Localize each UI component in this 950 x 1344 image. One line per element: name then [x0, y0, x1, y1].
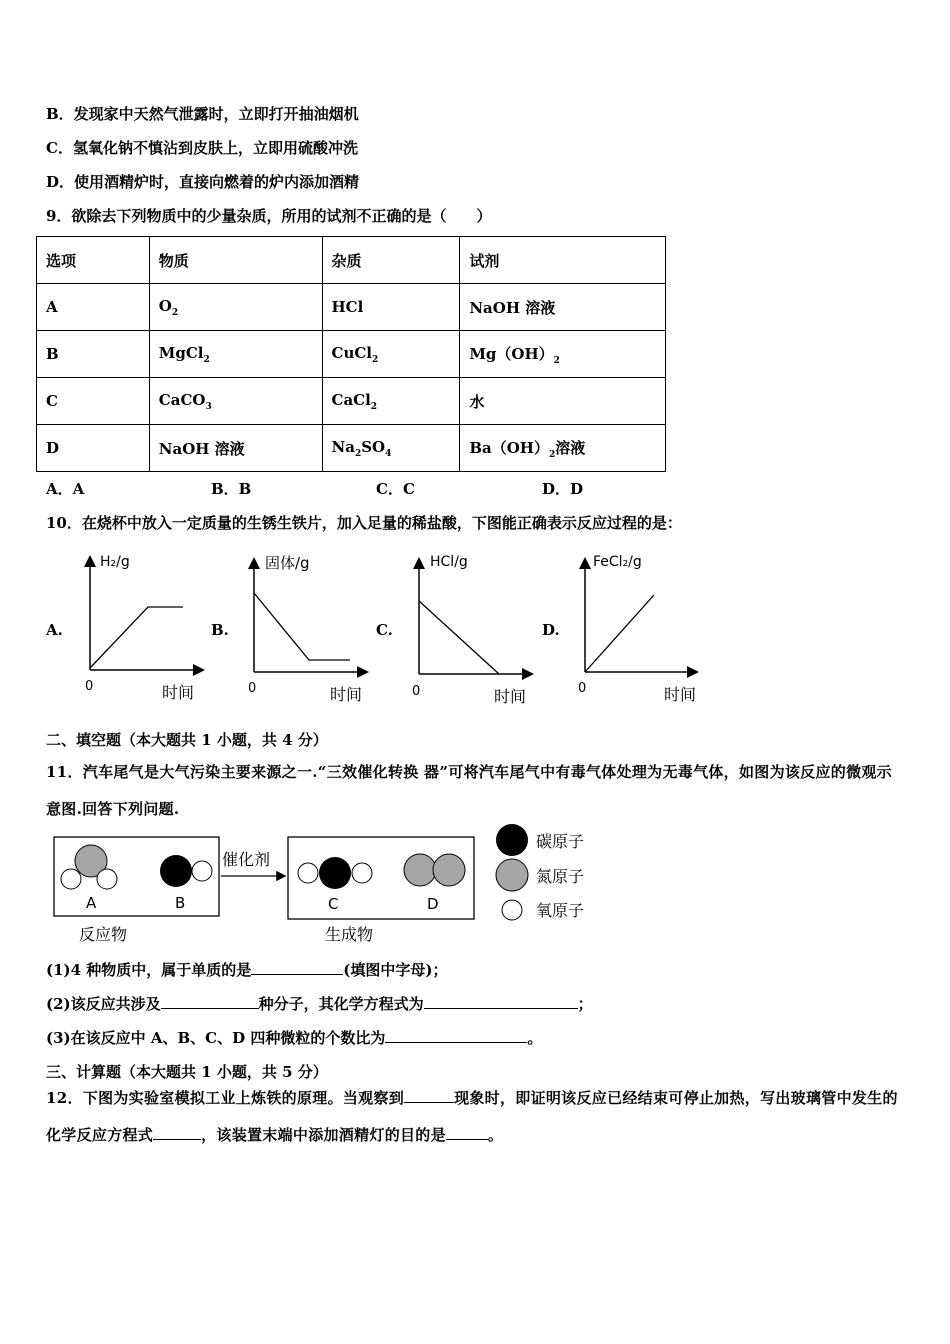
formula-subscript: 2 — [553, 355, 560, 366]
y-axis-label: 固体/g — [265, 554, 310, 572]
carbon-atom-icon — [496, 824, 528, 856]
formula-subscript: 4 — [385, 448, 392, 459]
curve — [419, 601, 499, 674]
formula-text: Mg（OH） — [469, 344, 554, 363]
oxygen-atom — [97, 869, 117, 889]
answer-blank[interactable] — [446, 1125, 488, 1140]
impurity-cell — [322, 378, 460, 425]
legend-oxygen-label: 氧原子 — [536, 901, 585, 920]
x-axis-label: 时间 — [494, 687, 527, 706]
curve — [254, 593, 350, 660]
molecule-d — [404, 854, 465, 886]
x-axis-label: 时间 — [162, 683, 195, 702]
q12-text-d: 。 — [487, 1126, 504, 1144]
legend — [496, 824, 584, 920]
table-row — [37, 425, 666, 472]
graph-a — [85, 554, 202, 702]
molecule-a — [61, 845, 117, 889]
nitrogen-atom-icon — [496, 859, 528, 891]
q8-option-d: D．使用酒精炉时，直接向燃着的炉内添加酒精 — [46, 173, 360, 191]
substance-cell — [149, 284, 322, 331]
reaction-diagram — [0, 818, 950, 948]
molecule-d-label: D — [427, 895, 439, 913]
curve — [90, 607, 183, 668]
reagent-cell: 水 — [460, 378, 666, 425]
graph-d-label: D. — [542, 621, 560, 639]
formula-text: Na — [331, 437, 355, 456]
option-cell: D — [37, 425, 150, 472]
answer-blank[interactable] — [251, 960, 343, 975]
origin-label: 0 — [412, 684, 421, 699]
y-axis-label: FeCl₂/g — [593, 554, 642, 570]
answer-blank[interactable] — [424, 994, 578, 1009]
header-cell: 物质 — [149, 237, 322, 284]
formula-text: MgCl — [158, 343, 204, 362]
oxygen-atom — [192, 861, 212, 881]
formula-text: CaCl — [331, 390, 371, 409]
formula-text: O — [158, 296, 172, 315]
reagent-cell: NaOH 溶液 — [460, 284, 666, 331]
table-row — [37, 331, 666, 378]
answer-blank[interactable] — [161, 994, 259, 1009]
q9-stem: 9．欲除去下列物质中的少量杂质，所用的试剂不正确的是（ ） — [46, 207, 492, 225]
q11-part-3-text: (3)在该反应中 A、B、C、D 四种微粒的个数比为 — [46, 1029, 386, 1047]
q11-part-2-text: (2)该反应共涉及 — [46, 995, 161, 1013]
products-label: 生成物 — [325, 925, 374, 944]
x-axis-label: 时间 — [664, 685, 697, 704]
formula-text: Ba（OH） — [469, 438, 549, 457]
formula-text: CaCO — [158, 390, 206, 409]
option-cell: A — [37, 284, 150, 331]
formula-subscript: 2 — [370, 401, 378, 412]
reagent-cell — [460, 425, 666, 472]
q12-text — [46, 1080, 906, 1154]
q11-stem: 11．汽车尾气是大气污染主要来源之一.“三效催化转换 器”可将汽车尾气中有毒气体处理为无毒气体，如图为该反应的微观示意图.回答下列问题. — [46, 763, 892, 818]
molecule-b-label: B — [175, 894, 186, 912]
formula-subscript: 2 — [203, 354, 210, 365]
header-cell: 杂质 — [322, 237, 460, 284]
oxygen-atom-icon — [502, 900, 522, 920]
q9-table — [36, 236, 666, 472]
carbon-atom — [160, 855, 192, 887]
answer-blank[interactable] — [153, 1125, 201, 1140]
section-2-title: 二、填空题（本大题共 1 小题，共 4 分） — [46, 731, 328, 749]
impurity-cell — [322, 425, 460, 472]
formula-subscript: 2 — [354, 448, 362, 459]
q11-part-1-hint: (填图中字母)； — [343, 961, 448, 979]
molecule-c-label: C — [328, 895, 339, 913]
graph-d — [578, 554, 696, 704]
legend-nitrogen-label: 氮原子 — [536, 867, 585, 886]
q11-part-1 — [46, 959, 448, 980]
origin-label: 0 — [248, 681, 257, 696]
header-cell: 试剂 — [460, 237, 666, 284]
reactants-label: 反应物 — [79, 925, 128, 944]
q9-option-b: B．B — [211, 480, 252, 498]
q9-option-d: D．D — [542, 480, 584, 498]
q12-text-a: 12．下图为实验室模拟工业上炼铁的原理。当观察到 — [46, 1089, 405, 1107]
q11-part-2-mid: 种分子，其化学方程式为 — [258, 995, 424, 1013]
nitrogen-atom — [404, 854, 436, 886]
graph-c — [412, 554, 531, 706]
table-header-row — [37, 237, 666, 284]
table-row — [37, 378, 666, 425]
formula-subscript: 2 — [371, 354, 379, 365]
q11-part-1-text: (1)4 种物质中，属于单质的是 — [46, 961, 252, 979]
q11-part-2 — [46, 993, 593, 1014]
molecule-c — [298, 857, 372, 889]
carbon-atom — [319, 857, 351, 889]
q8-option-c: C．氢氧化钠不慎沾到皮肤上，立即用硫酸冲洗 — [46, 139, 358, 157]
option-cell: B — [37, 331, 150, 378]
q10-stem: 10．在烧杯中放入一定质量的生锈生铁片，加入足量的稀盐酸，下图能正确表示反应过程的是： — [46, 514, 682, 532]
substance-cell: NaOH 溶液 — [149, 425, 322, 472]
option-cell: C — [37, 378, 150, 425]
q8-option-b: B．发现家中天然气泄露时，立即打开抽油烟机 — [46, 105, 359, 123]
reagent-cell — [460, 331, 666, 378]
substance-cell — [149, 378, 322, 425]
formula-text: 溶液 — [555, 438, 586, 457]
formula-subscript: 3 — [205, 401, 212, 412]
formula-text: SO — [361, 437, 386, 456]
y-axis-label: H₂/g — [100, 554, 130, 570]
catalyst-label: 催化剂 — [222, 850, 271, 869]
oxygen-atom — [61, 869, 81, 889]
q9-option-c: C．C — [376, 480, 415, 498]
oxygen-atom — [298, 863, 318, 883]
q12-text-b: 现象时，即证明该反应已经结束可停止加热，写出玻璃管中发生的化学反应方程式 — [46, 1089, 898, 1144]
graph-b — [248, 554, 366, 704]
impurity-cell — [322, 331, 460, 378]
molecule-a-label: A — [86, 894, 97, 912]
curve — [585, 595, 654, 672]
q11-part-3 — [46, 1027, 542, 1048]
table-row — [37, 284, 666, 331]
impurity-cell — [322, 284, 460, 331]
answer-blank[interactable] — [404, 1088, 454, 1103]
graph-c-label: C. — [376, 621, 393, 639]
q11-part-3-end: 。 — [527, 1029, 543, 1047]
origin-label: 0 — [85, 679, 94, 694]
graph-a-label: A. — [46, 621, 63, 639]
q10-graphs — [0, 540, 950, 715]
origin-label: 0 — [578, 681, 587, 696]
header-cell: 选项 — [37, 237, 150, 284]
oxygen-atom — [352, 863, 372, 883]
section-3-title: 三、计算题（本大题共 1 小题，共 5 分） — [46, 1063, 328, 1081]
formula-text: CuCl — [331, 343, 372, 362]
q12-text-c: ，该装置末端中添加酒精灯的目的是 — [201, 1126, 446, 1144]
q11-part-2-end: ； — [577, 995, 593, 1013]
graph-b-label: B. — [211, 621, 229, 639]
substance-cell — [149, 331, 322, 378]
y-axis-label: HCl/g — [430, 554, 468, 570]
x-axis-label: 时间 — [330, 685, 363, 704]
legend-carbon-label: 碳原子 — [536, 832, 585, 851]
answer-blank[interactable] — [385, 1028, 527, 1043]
formula-subscript: 2 — [171, 307, 179, 318]
nitrogen-atom — [433, 854, 465, 886]
q9-option-a: A．A — [46, 480, 85, 498]
molecule-b — [160, 855, 212, 887]
formula-subscript: 2 — [548, 449, 556, 460]
formula-text: HCl — [331, 298, 364, 316]
